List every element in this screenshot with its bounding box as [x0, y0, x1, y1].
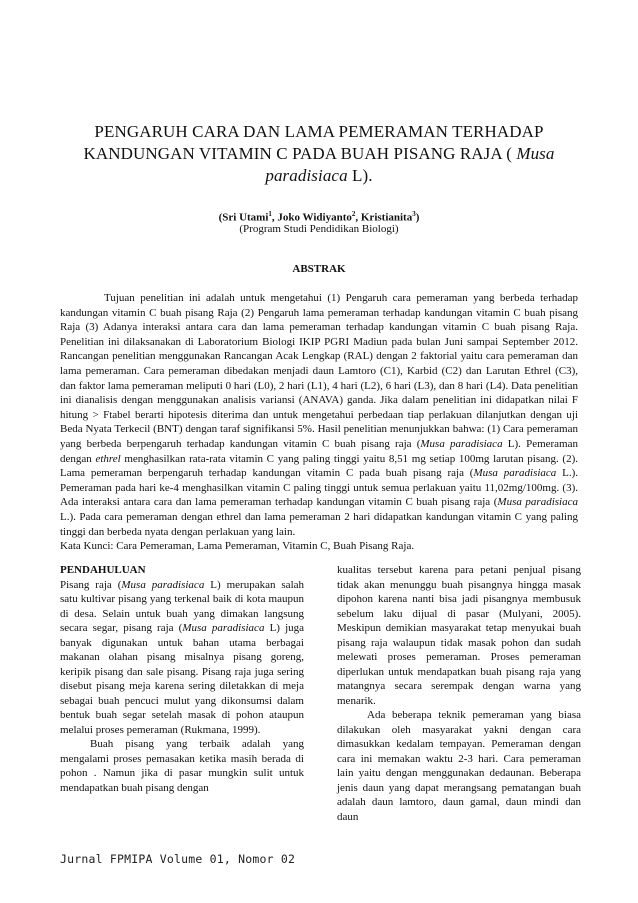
- intro-heading: PENDAHULUAN: [60, 564, 146, 576]
- intro-p1-text-b: L) merupakan salah satu kultivar pisang yang terkenal baik di kota maupun di desa. Selain untuk buah yang dimakan langsung secara segar, pisang raja (: [60, 578, 305, 634]
- intro-column-left: [60, 563, 304, 795]
- intro-p1-text-c: L) juga banyak digunakan untuk bahan utama berbagai makanan olahan pisang misalnya pisang goreng, keripik pisang dan sale pisang. Pisang raja juga sering disebut pisang meja karena sering diletakkan di meja sebagai buah pencuci mulut yang dikonsumsi dalam bentuk buah segar setelah masak di pohon ataupun melalui proses pemeraman (Rukmana, 1999).: [60, 622, 305, 736]
- author-2-affiliation: 2: [351, 210, 356, 218]
- journal-footer: Jurnal FPMIPA Volume 01, Nomor 02: [60, 852, 296, 866]
- intro-p1-species-2: Musa paradisiaca: [182, 622, 265, 634]
- title-italic-species: paradisiaca: [265, 166, 348, 185]
- title-line-2-text: KANDUNGAN VITAMIN C PADA BUAH PISANG RAJA (: [83, 144, 517, 163]
- abstract-species-3: Musa paradisiaca: [497, 496, 578, 509]
- paper-title: [60, 121, 578, 187]
- abstract-text-4: L.). Pemeraman pada hari ke-4 menghasilkan vitamin C paling tinggi untuk semua perlakuan yaitu 11,02mg/100mg. (3). Ada interaksi antara cara dan lama pemeraman terhadap kandungan vitamin C buah pisang raja (: [60, 467, 579, 509]
- intro-paragraph-3: kualitas tersebut karena para petani penjual pisang tidak akan menunggu buah pisangnya hingga masak dipohon karena nanti bisa jadi pisangnya membusuk sebelum laku dijual di pasar (Mulyani, 2005). Meskipun demikian masyarakat tetap menyukai buah pisang raja walaupun tidak masak pohon dan sudah melewati proses pemeraman. Proses pemeraman diperlukan untuk mendapatkan buah pisang raja yang matangnya secara serempak dengan warna yang menarik.: [337, 564, 581, 707]
- title-line-3: [60, 165, 578, 187]
- author-3-affiliation: 3: [412, 210, 416, 218]
- abstract-text-5: L.). Pada cara pemeraman dengan ethrel dan lama pemeraman 2 hari didapatkan kandungan vitamin C yang paling tinggi dan berbeda nyata dengan perlakuan yang lain.: [60, 510, 578, 538]
- abstract-species-1: Musa paradisiaca: [420, 437, 503, 450]
- affiliation: (Program Studi Pendidikan Biologi): [239, 223, 399, 235]
- intro-paragraph-1: [60, 578, 304, 738]
- author-1: (Sri Utami: [218, 211, 269, 224]
- intro-p1-species-1: Musa paradisiaca: [121, 578, 205, 591]
- intro-p2-text: Buah pisang yang terbaik adalah yang mengalami proses pemasakan ketika masih berada di pohon . Namun jika di pasar mungkin sulit untuk mendapatkan buah pisang dengan: [60, 738, 304, 794]
- title-line-1: PENGARUH CARA DAN LAMA PEMERAMAN TERHADAP: [94, 122, 544, 141]
- author-1-affiliation: 1: [268, 210, 272, 218]
- intro-paragraph-2: [60, 737, 304, 795]
- abstract-body: [60, 291, 578, 539]
- abstract-heading: ABSTRAK: [292, 263, 346, 275]
- keywords: Kata Kunci: Cara Pemeraman, Lama Pemeraman, Vitamin C, Buah Pisang Raja.: [60, 540, 415, 552]
- author-list-close: ): [415, 211, 420, 224]
- intro-p4-text: Ada beberapa teknik pemeraman yang biasa dilakukan oleh masyarakat yakni dengan cara dimasukkan kedalam tempayan. Pemeraman dengan cara ini memakan waktu 2-3 hari. Cara pemeraman lain yaitu dengan menggunakan dedaunan. Beberapa jenis daun yang dapat merangsang pematangan buah adalah daun lamtoro, daun gamal, daun mindi dan daun: [337, 709, 581, 823]
- abstract-species-2: Musa paradisiaca: [473, 467, 557, 480]
- intro-column-right: [337, 563, 581, 824]
- intro-p1-text-a: Pisang raja (: [60, 578, 122, 591]
- title-italic-genus: Musa: [516, 144, 555, 163]
- abstract-text-2: L). Pemeraman dengan: [60, 437, 578, 465]
- title-line-3-text: L).: [347, 166, 373, 185]
- abstract-text-1: Tujuan penelitian ini adalah untuk mengetahui (1) Pengaruh cara pemeraman yang berbeda terhadap kandungan vitamin C buah pisang Raja (2) Pengaruh lama pemeraman terhadap kandungan vitamin C buah pisang Raja (3) Adanya interaksi antara cara dan lama pemeraman terhadap kandungan vitamin C buah pisang Raja. Penelitian ini dilaksanakan di Laboratorium Biologi IKIP PGRI Madiun pada bulan Juni sampai September 2012. Rancangan penelitian menggunakan Rancangan Acak Lengkap (RAL) dengan 2 faktorial yaitu cara pemeraman dan lama pemeraman. Cara pemeraman dibedakan menjadi daun Lamtoro (C1), Karbid (C2) dan Larutan Ethrel (C3), dan faktor lama pemeraman meliputi 0 hari (L0), 2 hari (L1), 4 hari (L2), 6 hari (L3), dan 8 hari (L4). Data penelitian ini dianalisis dengan menggunakan analisis variansi (ANAVA) ganda. Jika dalam penelitian ini didapatkan nilai F hitung > Ftabel berarti hipotesis diterima dan untuk mengetahui perbedaan tiap perlakuan dilanjutkan dengan uji Beda Nyata Terkecil (BNT) dengan taraf signifikansi 5%. Hasil penelitian menunjukkan bahwa: (1) Cara pemeraman yang berbeda berpengaruh terhadap kandungan vitamin C buah pisang raja (: [60, 292, 578, 450]
- author-2: , Joko Widiyanto: [271, 211, 352, 224]
- abstract-text-3: menghasilkan rata-rata vitamin C yang paling tinggi yaitu 8,51 mg setiap 100mg larutan pisang. (2). Lama pemeraman berpengaruh terhadap kandungan vitamin C pada buah pisang raja (: [60, 452, 578, 480]
- title-line-2: [60, 143, 578, 165]
- author-3: , Kristianita: [355, 211, 413, 224]
- abstract-ethrel: ethrel: [95, 452, 121, 465]
- intro-paragraph-4: [337, 708, 581, 824]
